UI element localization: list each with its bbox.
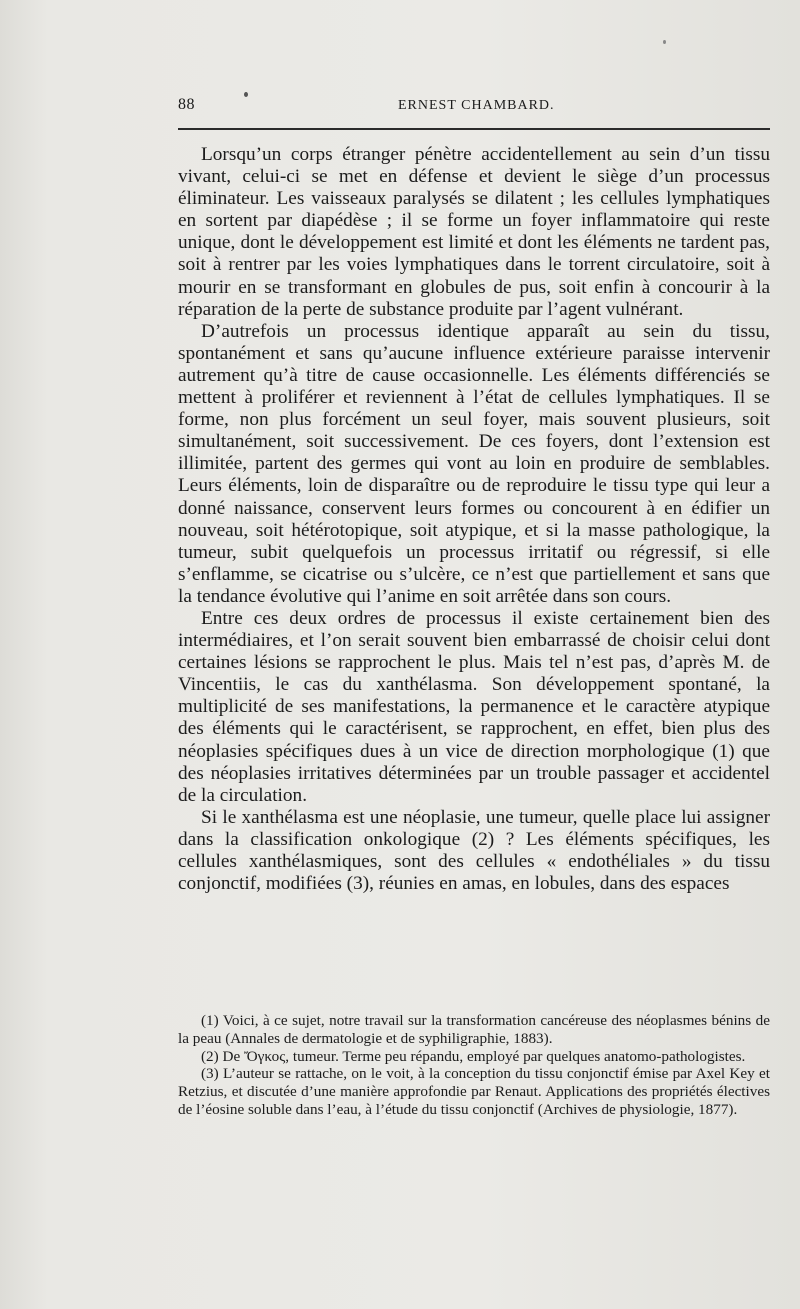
page-number: 88: [178, 96, 195, 113]
body-text: [178, 144, 770, 895]
footnote: (2) De Ὄγκος, tumeur. Terme peu répandu, employé par quelques anatomo-pathologistes.: [201, 1047, 746, 1065]
running-head: ERNEST CHAMBARD.: [398, 98, 555, 113]
paragraph: Si le xanthélasma est une néoplasie, une tumeur, quelle place lui assigner dans la classification onkologique (2) ? Les éléments spécifiques, les cellules xanthélasmiques, sont des cellules « endothéliales » du tissu conjonctif, modifiées (3), réunies en amas, en lobules, dans des espaces: [178, 806, 770, 895]
header-rule: [178, 128, 770, 130]
footnote: (3) L’auteur se rattache, on le voit, à la conception du tissu conjonctif émise par Axel Key et Retzius, et discutée d’une manière approfondie par Renaut. Applications des propriétés électives de l’éosine soluble dans l’eau, à l’étude du tissu conjonctif (Archives de physiologie, 1877).: [178, 1065, 770, 1118]
page-header: [178, 96, 770, 118]
paragraph: Entre ces deux ordres de processus il existe certainement bien des intermédiaires, et l’on serait souvent bien embarrassé de choisir celui dont certaines lésions se rapprochent le plus. Mais tel n’est pas, d’après M. de Vincentiis, le cas du xanthélasma. Son développement spontané, la multiplicité de ses manifestations, la permanence et le caractère atypique des éléments qui le caractérisent, se rapprochent, en effet, bien plus des néoplasies spécifiques dues à un vice de direction morphologique (1) que des néoplasies irritatives déterminées par un trouble passager et accidentel de la circulation.: [178, 607, 770, 806]
paragraph: D’autrefois un processus identique apparaît au sein du tissu, spontanément et sans qu’aucune influence extérieure paraisse intervenir autrement qu’à titre de cause occasionnelle. Les éléments différenciés se mettent à proliférer et reviennent à l’état de cellules lymphatiques. Il se forme, non plus forcément un seul foyer, mais souvent plusieurs, soit simultanément, soit successivement. De ces foyers, dont l’extension est illimitée, partent des germes qui vont au loin en produire de semblables. Leurs éléments, loin de disparaître ou de reproduire le tissu type qui leur a donné naissance, conservent leurs formes ou concourent à en édifier un nouveau, soit hétérotopique, soit atypique, et si la masse pathologique, la tumeur, subit quelquefois un processus irritatif ou régressif, si elle s’enflamme, se cicatrise ou s’ulcère, ce n’est que partiellement et sans que la tendance évolutive qui l’anime en soit arrêtée dans son cours.: [178, 320, 770, 607]
paragraph: Lorsqu’un corps étranger pénètre accidentellement au sein d’un tissu vivant, celui-ci se met en défense et devient le siège d’un processus éliminateur. Les vaisseaux paralysés se dilatent ; les cellules lymphatiques en sortent par diapédèse ; il se forme un foyer inflammatoire qui reste unique, dont le développement est limité et dont les éléments ne tardent pas, soit à rentrer par les voies lymphatiques dans le torrent circulatoire, soit à mourir en se transformant en globules de pus, soit enfin à concourir à la réparation de la perte de substance produite par l’agent vulnérant.: [178, 144, 770, 320]
footnotes: [178, 1012, 770, 1119]
ink-speck: [663, 40, 666, 44]
footnote: (1) Voici, à ce sujet, notre travail sur la transformation cancéreuse des néoplasmes bénins de la peau (Annales de dermatologie et de syphiligraphie, 1883).: [178, 1012, 770, 1047]
